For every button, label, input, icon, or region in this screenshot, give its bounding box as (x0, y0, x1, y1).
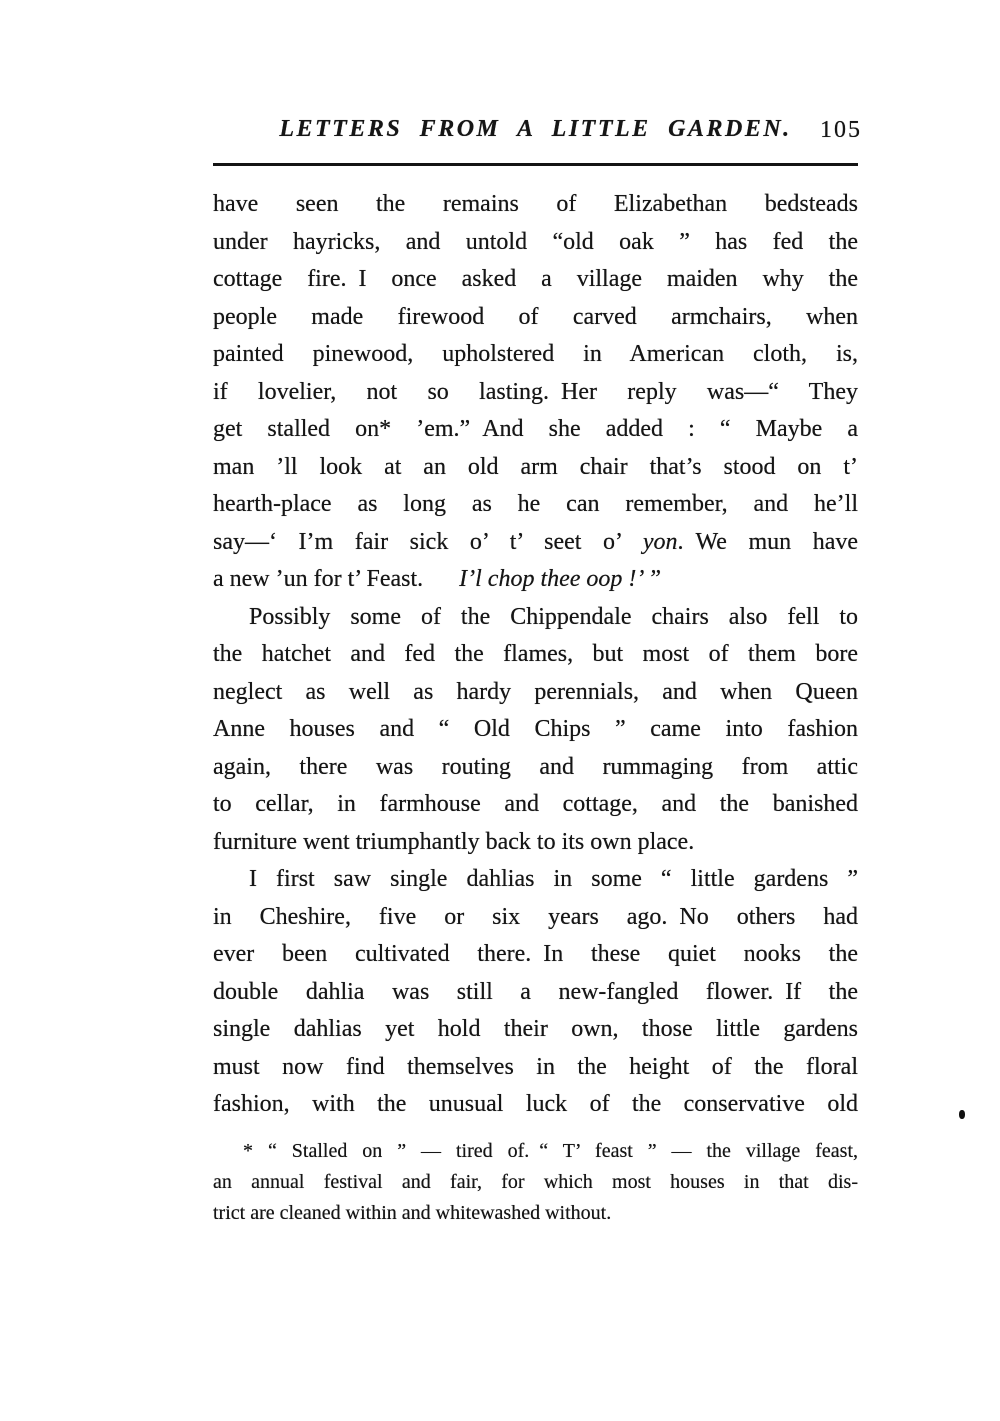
footnote (213, 1136, 858, 1229)
text-segment: again, there was routing and rummaging from attic (213, 753, 858, 780)
text-segment: an annual festival and fair, for which most houses in that dis- (213, 1171, 858, 1193)
text-line (213, 824, 858, 862)
text-line (213, 636, 858, 674)
text-segment: have seen the remains of Elizabethan bedsteads (213, 191, 858, 217)
text-segment: painted pinewood, upholstered in American cloth, is, (213, 341, 858, 367)
text-line (213, 449, 858, 487)
text-segment: single dahlias yet hold their own, those little gardens (213, 1016, 858, 1042)
text-line (213, 224, 858, 262)
text-line (213, 1011, 858, 1049)
text-segment: . We mun have (677, 528, 858, 555)
running-head (213, 116, 862, 152)
text-line (213, 561, 858, 599)
text-segment: Possibly some of the Chippendale chairs also fell to (249, 603, 858, 630)
text-segment: double dahlia was still a new-fangled flower. If the (213, 978, 858, 1005)
body-text (213, 186, 858, 1124)
text-segment: I first saw single dahlias in some “ little gardens ” (249, 866, 858, 892)
text-segment: if lovelier, not so lasting. Her reply was—“ They (213, 378, 858, 405)
text-line (213, 1167, 858, 1198)
text-segment: the hatchet and fed the flames, but most of them bore (213, 641, 858, 667)
text-segment: * “ Stalled on ” — tired of. “ T’ feast ” — the village feast, (243, 1140, 858, 1162)
text-segment: in Cheshire, five or six years ago. No others had (213, 903, 858, 930)
text-line (213, 599, 858, 637)
italic-phrase: yon (642, 528, 678, 555)
text-line (213, 486, 858, 524)
text-segment: man ’ll look at an old arm chair that’s stood on t’ (213, 453, 858, 480)
text-line (213, 411, 858, 449)
text-line (213, 936, 858, 974)
text-segment: must now find themselves in the height of the floral (213, 1053, 858, 1080)
text-line (213, 186, 858, 224)
text-line (213, 336, 858, 374)
text-line (213, 1049, 858, 1087)
text-segment: a new ’un for t’ Feast. (213, 566, 460, 592)
text-segment: Anne houses and “ Old Chips ” came into fashion (213, 716, 858, 742)
text-line (213, 1086, 858, 1124)
text-line (213, 674, 858, 712)
text-segment: fashion, with the unusual luck of the conservative old (213, 1091, 858, 1117)
text-segment: under hayricks, and untold “old oak ” has fed the (213, 228, 858, 255)
text-line (213, 1198, 858, 1229)
italic-phrase: I’l chop thee oop !’ ” (459, 566, 662, 592)
text-segment: say—‘ I’m fair sick o’ t’ seet o’ (213, 528, 643, 555)
text-line (213, 974, 858, 1012)
text-line (213, 861, 858, 899)
text-segment: people made firewood of carved armchairs, when (213, 303, 858, 330)
text-line (213, 524, 858, 562)
text-line (213, 711, 858, 749)
text-line (213, 899, 858, 937)
text-line (213, 749, 858, 787)
text-line (213, 374, 858, 412)
text-segment: furniture went triumphantly back to its own place. (213, 828, 695, 855)
ink-speck (959, 1110, 965, 1119)
text-segment: hearth-place as long as he can remember, and he’ll (213, 491, 858, 517)
text-line (213, 261, 858, 299)
page-number: 105 (820, 117, 862, 143)
text-line (213, 299, 858, 337)
text-segment: neglect as well as hardy perennials, and when Queen (213, 678, 858, 705)
text-segment: trict are cleaned within and whitewashed without. (213, 1202, 612, 1224)
text-segment: cottage fire. I once asked a village maiden why the (213, 266, 858, 292)
text-line (213, 1136, 858, 1167)
text-segment: get stalled on* ’em.” And she added : “ Maybe a (213, 416, 858, 442)
text-segment: ever been cultivated there. In these quiet nooks the (213, 941, 858, 967)
running-head-title: LETTERS FROM A LITTLE GARDEN. (279, 116, 792, 142)
header-rule (213, 163, 858, 166)
text-line (213, 786, 858, 824)
text-segment: to cellar, in farmhouse and cottage, and the banished (213, 791, 858, 817)
